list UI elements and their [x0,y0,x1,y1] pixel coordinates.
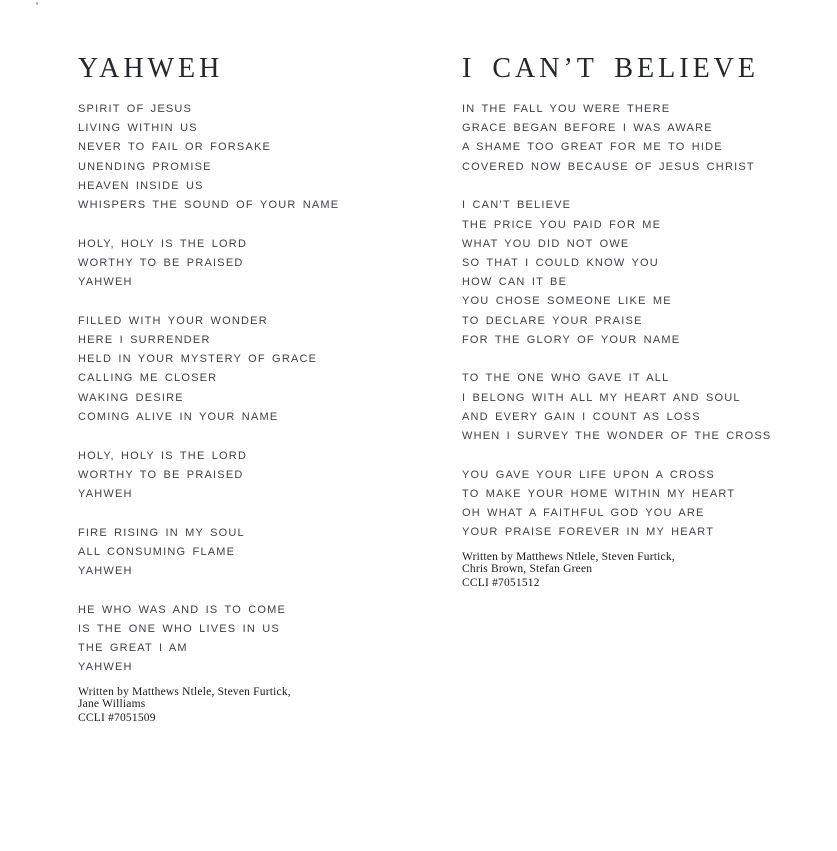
stanza [462,369,837,446]
lyric-line: AND EVERY GAIN I COUNT AS LOSS [462,410,701,423]
lyric-line: SO THAT I COULD KNOW YOU [462,256,659,269]
lyric-line: FOR THE GLORY OF YOUR NAME [462,333,681,346]
scan-artifact-speck [36,2,38,5]
lyric-line: NEVER TO FAIL OR FORSAKE [78,141,272,154]
lyric-line: YOUR PRAISE FOREVER IN MY HEART [462,526,715,539]
lyric-line: CALLING ME CLOSER [78,372,218,385]
lyric-line: WHEN I SURVEY THE WONDER OF THE CROSS [462,430,772,443]
lyric-line: COMING ALIVE IN YOUR NAME [78,410,279,423]
lyric-line: OH WHAT A FAITHFUL GOD YOU ARE [462,507,705,520]
lyric-line: I BELONG WITH ALL MY HEART AND SOUL [462,391,741,404]
lyric-line: YAHWEH [78,661,133,674]
lyric-line: WHISPERS THE SOUND OF YOUR NAME [78,199,340,212]
lyric-line: ALL CONSUMING FLAME [78,545,236,558]
lyrics [462,100,837,543]
lyric-line: YAHWEH [78,276,133,289]
lyric-line: FIRE RISING IN MY SOUL [78,526,245,539]
credit-line: Chris Brown, Stefan Green [462,562,593,575]
stanza [462,100,837,177]
lyric-line: HELD IN YOUR MYSTERY OF GRACE [78,353,318,366]
credits [78,686,462,724]
lyric-line: HERE I SURRENDER [78,334,211,347]
lyric-line: TO THE ONE WHO GAVE IT ALL [462,372,670,385]
lyric-line: FILLED WITH YOUR WONDER [78,314,268,327]
credit-line: Jane Williams [78,697,146,710]
lyric-line: I CAN’T BELIEVE [462,199,572,212]
lyric-line: COVERED NOW BECAUSE OF JESUS CHRIST [462,160,755,173]
song-title: YAHWEH [78,53,224,84]
lyric-line: THE GREAT I AM [78,642,188,655]
lyric-line: IN THE FALL YOU WERE THERE [462,103,671,115]
lyric-line: A SHAME TOO GREAT FOR ME TO HIDE [462,141,723,154]
song-title: I CAN’T BELIEVE [462,53,759,84]
lyric-line: YAHWEH [78,487,133,500]
credits [462,551,837,589]
stanza [78,447,462,505]
credit-line: Written by Matthews Ntlele, Steven Furtick, [78,685,291,698]
lyric-line: TO DECLARE YOUR PRAISE [462,314,643,327]
lyric-line: YAHWEH [78,565,133,578]
lyric-line: YOU CHOSE SOMEONE LIKE ME [462,295,672,308]
stanza [78,524,462,582]
lyric-line: UNENDING PROMISE [78,160,212,173]
stanza [78,235,462,293]
lyric-line: WORTHY TO BE PRAISED [78,468,244,481]
stanza [78,100,462,215]
lyric-line: HOW CAN IT BE [462,276,568,289]
ccli-number: CCLI #7051509 [78,711,156,724]
lyric-line: IS THE ONE WHO LIVES IN US [78,622,280,635]
song-section-yahweh [78,54,462,724]
stanza [78,601,462,678]
stanza [462,466,837,543]
lyric-line: WHAT YOU DID NOT OWE [462,237,630,250]
lyric-line: WAKING DESIRE [78,391,184,404]
lyric-line: YOU GAVE YOUR LIFE UPON A CROSS [462,468,715,481]
lyric-line: TO MAKE YOUR HOME WITHIN MY HEART [462,487,736,500]
lyric-line: SPIRIT OF JESUS [78,103,193,115]
stanza [78,312,462,427]
lyric-line: HEAVEN INSIDE US [78,179,204,192]
lyric-line: WORTHY TO BE PRAISED [78,256,244,269]
stanza [462,196,837,350]
lyric-line: LIVING WITHIN US [78,122,198,135]
credit-line: Written by Matthews Ntlele, Steven Furtick, [462,550,675,563]
ccli-number: CCLI #7051512 [462,576,540,589]
lyric-line: HE WHO WAS AND IS TO COME [78,603,287,616]
lyric-line: HOLY, HOLY IS THE LORD [78,237,248,250]
lyric-line: HOLY, HOLY IS THE LORD [78,449,248,462]
song-section-i-cant-believe [462,54,837,589]
lyric-line: THE PRICE YOU PAID FOR ME [462,218,662,231]
lyric-line: GRACE BEGAN BEFORE I WAS AWARE [462,122,713,135]
lyrics [78,100,462,678]
